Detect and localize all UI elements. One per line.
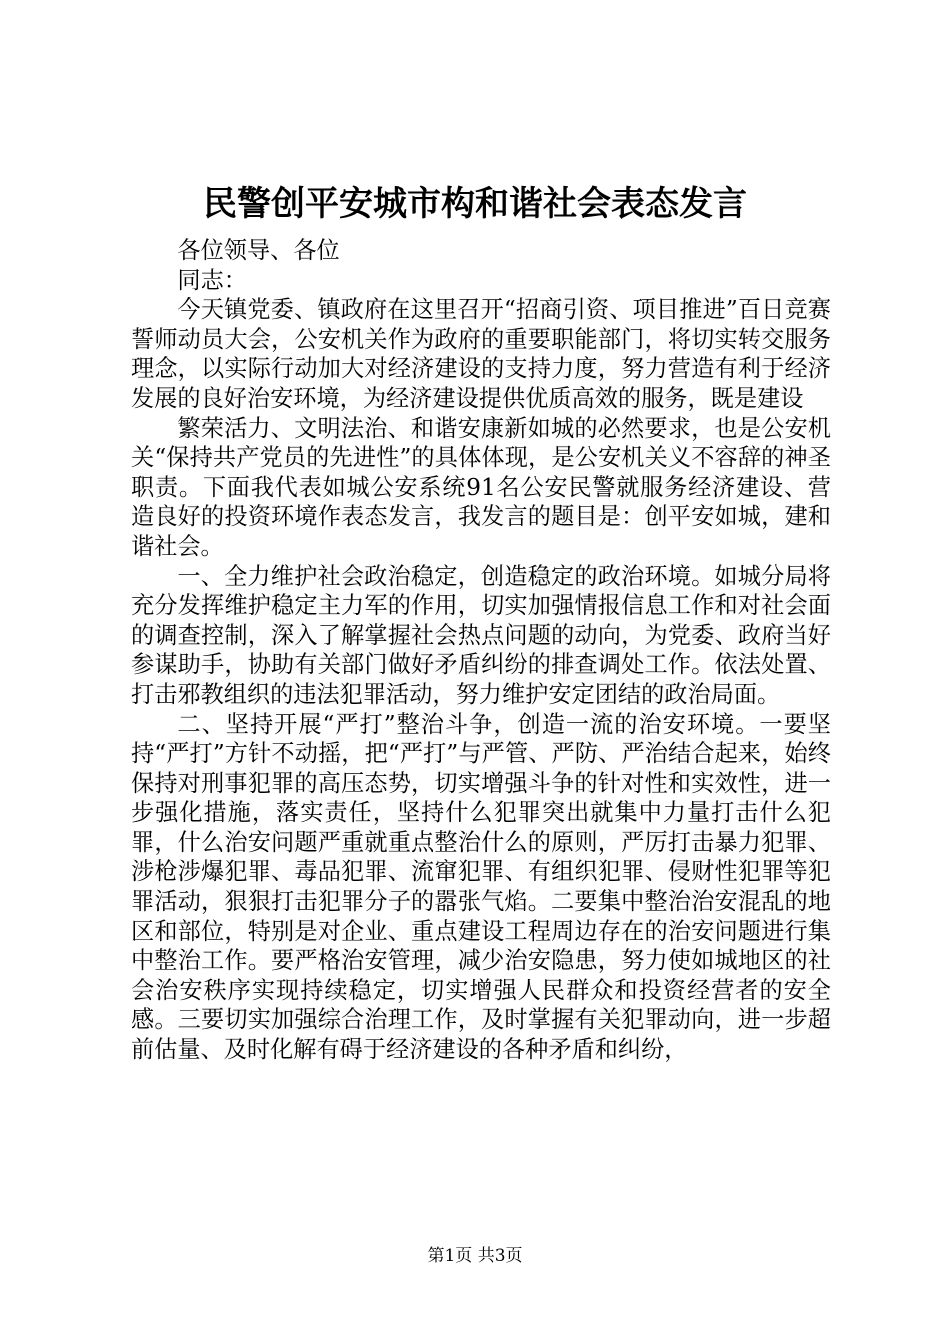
salutation-line-1: 各位领导、各位 — [177, 237, 340, 264]
document-title: 民警创平安城市构和谐社会表态发言 — [203, 184, 747, 224]
paragraph-1: 今天镇党委、镇政府在这里召开“招商引资、项目推进”百日竞赛誓师动员大会，公安机关作为政府的重要职能部门，将切实转交服务理念，以实际行动加大对经济建设的支持力度，努力营造有利于经济发展的良好治安环境，为经济建设提供优质高效的服务，既是建设 — [131, 296, 831, 412]
paragraph-3: 一、全力维护社会政治稳定，创造稳定的政治环境。如城分局将充分发挥维护稳定主力军的作用，切实加强情报信息工作和对社会面的调查控制，深入了解掌握社会热点问题的动向，为党委、政府当好参谋助手，协助有关部门做好矛盾纠纷的排查调处工作。依法处置、打击邪教组织的违法犯罪活动，努力维护安定团结的政治局面。 — [131, 562, 831, 708]
paragraph-2: 繁荣活力、文明法治、和谐安康新如城的必然要求，也是公安机关“保持共产党员的先进性”的具体体现，是公安机关义不容辞的神圣职责。下面我代表如城公安系统91名公安民警就服务经济建设、营造良好的投资环境作表态发言，我发言的题目是：创平安如城，建和谐社会。 — [131, 414, 831, 560]
salutation-line-2: 同志： — [177, 266, 247, 294]
paragraph-4: 二、坚持开展“严打”整治斗争，创造一流的治安环境。一要坚持“严打”方针不动摇，把“严打”与严管、严防、严治结合起来，始终保持对刑事犯罪的高压态势，切实增强斗争的针对性和实效性，进一步强化措施，落实责任，坚持什么犯罪突出就集中力量打击什么犯罪，什么治安问题严重就重点整治什么的原则，严厉打击暴力犯罪、涉枪涉爆犯罪、毒品犯罪、流窜犯罪、有组织犯罪、侵财性犯罪等犯罪活动，狠狠打击犯罪分子的嚣张气焰。二要集中整治治安混乱的地区和部位，特别是对企业、重点建设工程周边存在的治安问题进行集中整治工作。要严格治安管理，减少治安隐患，努力使如城地区的社会治安秩序实现持续稳定，切实增强人民群众和投资经营者的安全感。三要切实加强综合治理工作，及时掌握有关犯罪动向，进一步超前估量、及时化解有碍于经济建设的各种矛盾和纠纷， — [131, 710, 831, 1064]
document-body — [131, 236, 831, 1065]
page-number-footer: 第1页 共3页 — [427, 1246, 523, 1266]
